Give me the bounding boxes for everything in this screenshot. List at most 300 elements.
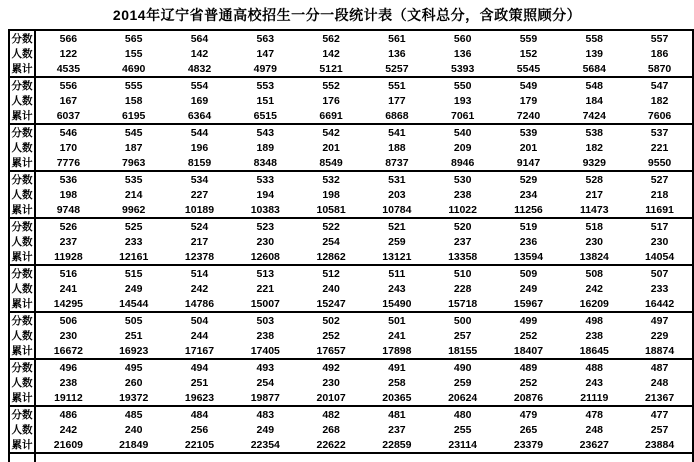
scores-cell: 520 [430, 218, 496, 234]
counts-cell: 241 [388, 329, 406, 342]
empty-cell [364, 453, 430, 462]
scores-cell: 557 [627, 30, 693, 46]
cumulative-cell: 5545 [516, 62, 541, 75]
cumulative-cell: 9748 [56, 203, 81, 216]
scores-cell: 541 [364, 124, 430, 140]
cumulative-cell: 10189 [184, 203, 215, 216]
scores-cell: 500 [430, 312, 496, 328]
counts-cell: 182 [650, 94, 669, 107]
scores-cell: 552 [298, 77, 364, 93]
counts-cell: 238 [59, 376, 78, 389]
scores-cell: 483 [232, 406, 298, 422]
counts-cell: 136 [453, 47, 472, 60]
cumulative-cell: 21849 [119, 438, 149, 451]
cumulative-cell: 18874 [644, 344, 675, 357]
cumulative-cell: 8946 [451, 156, 475, 169]
scores-cell: 499 [496, 312, 562, 328]
scores-cell: 566 [35, 30, 101, 46]
row-label-partial [9, 453, 35, 462]
cumulative-cell: 19877 [250, 391, 280, 404]
counts-cell: 179 [519, 94, 538, 107]
scores-cell: 495 [101, 359, 167, 375]
cumulative-cell: 17657 [316, 344, 346, 357]
cumulative-cell: 19112 [54, 391, 83, 404]
row-label-counts: 人数 [9, 46, 35, 61]
cumulative-cell: 21119 [580, 391, 609, 404]
cumulative-cell: 23114 [448, 438, 477, 451]
row-label-counts: 人数 [9, 422, 35, 437]
cumulative-cell: 12608 [250, 250, 280, 263]
cumulative-cell: 16442 [644, 297, 675, 310]
counts-cell: 170 [59, 141, 78, 154]
counts-cell: 201 [519, 141, 538, 154]
table-row-scores [9, 406, 693, 422]
scores-cell: 564 [167, 30, 233, 46]
counts-cell: 196 [190, 141, 209, 154]
counts-cell: 242 [585, 282, 604, 295]
counts-cell: 257 [453, 329, 472, 342]
cumulative-cell: 13594 [513, 250, 544, 263]
empty-cell [167, 453, 233, 462]
table-row-scores [9, 312, 693, 328]
cumulative-cell: 4979 [253, 62, 277, 75]
counts-cell: 194 [256, 188, 275, 201]
row-label-cumulative: 累计 [9, 390, 35, 406]
counts-cell: 259 [453, 376, 472, 389]
row-label-scores: 分数 [9, 171, 35, 187]
counts-cell: 169 [190, 94, 209, 107]
row-label-counts: 人数 [9, 328, 35, 343]
cumulative-cell: 11022 [448, 203, 477, 216]
cumulative-cell: 20107 [316, 391, 346, 404]
counts-cell: 252 [519, 376, 538, 389]
scores-cell: 501 [364, 312, 430, 328]
table-row-scores [9, 265, 693, 281]
row-label-cumulative: 累计 [9, 61, 35, 77]
table-row-cumulative [9, 296, 693, 312]
cumulative-cell: 10784 [382, 203, 412, 216]
cumulative-cell: 17167 [184, 344, 215, 357]
scores-cell: 542 [298, 124, 364, 140]
cumulative-cell: 20624 [448, 391, 478, 404]
empty-cell [561, 453, 627, 462]
counts-cell: 259 [388, 235, 406, 248]
cumulative-cell: 14295 [53, 297, 83, 310]
row-label-cumulative: 累计 [9, 437, 35, 453]
scores-cell: 531 [364, 171, 430, 187]
counts-cell: 252 [519, 329, 538, 342]
scores-cell: 538 [561, 124, 627, 140]
scores-cell: 525 [101, 218, 167, 234]
cumulative-cell: 15007 [250, 297, 280, 310]
scores-cell: 481 [364, 406, 430, 422]
counts-cell: 217 [190, 235, 209, 248]
table-body [9, 30, 693, 462]
counts-cell: 265 [519, 423, 538, 436]
empty-cell [101, 453, 167, 462]
counts-cell: 257 [650, 423, 669, 436]
scores-cell: 486 [35, 406, 101, 422]
counts-cell: 122 [59, 47, 78, 60]
cumulative-cell: 18155 [448, 344, 478, 357]
cumulative-cell: 6037 [56, 109, 81, 122]
counts-cell: 256 [190, 423, 209, 436]
scores-cell: 478 [561, 406, 627, 422]
cumulative-cell: 15490 [382, 297, 412, 310]
counts-cell: 158 [124, 94, 143, 107]
empty-cell [35, 453, 101, 462]
cumulative-cell: 7424 [582, 109, 606, 122]
row-label-counts: 人数 [9, 93, 35, 108]
table-row-counts [9, 281, 693, 296]
row-label-scores: 分数 [9, 406, 35, 422]
cumulative-cell: 4690 [122, 62, 146, 75]
score-distribution-table [8, 29, 694, 462]
counts-cell: 236 [519, 235, 538, 248]
cumulative-cell: 18645 [579, 344, 609, 357]
scores-cell: 489 [496, 359, 562, 375]
cumulative-cell: 7776 [56, 156, 81, 169]
scores-cell: 537 [627, 124, 693, 140]
table-row-cumulative [9, 108, 693, 124]
counts-cell: 237 [453, 235, 472, 248]
scores-cell: 502 [298, 312, 364, 328]
cumulative-cell: 9329 [582, 156, 606, 169]
table-row-scores [9, 77, 693, 93]
scores-cell: 491 [364, 359, 430, 375]
counts-cell: 214 [124, 188, 143, 201]
table-row-scores [9, 359, 693, 375]
counts-cell: 248 [585, 423, 604, 436]
row-label-scores: 分数 [9, 312, 35, 328]
cumulative-cell: 11928 [54, 250, 83, 263]
counts-cell: 242 [190, 282, 209, 295]
scores-cell: 480 [430, 406, 496, 422]
scores-cell: 556 [35, 77, 101, 93]
table-row-cumulative [9, 202, 693, 218]
cumulative-cell: 8549 [319, 156, 343, 169]
cumulative-cell: 19372 [119, 391, 149, 404]
cumulative-cell: 6691 [319, 109, 343, 122]
cumulative-cell: 17405 [250, 344, 280, 357]
cumulative-cell: 7963 [122, 156, 146, 169]
scores-cell: 526 [35, 218, 101, 234]
row-label-cumulative: 累计 [9, 249, 35, 265]
cumulative-cell: 8348 [253, 156, 277, 169]
counts-cell: 218 [650, 188, 669, 201]
cumulative-cell: 5121 [319, 62, 343, 75]
cumulative-cell: 7606 [647, 109, 672, 122]
scores-cell: 523 [232, 218, 298, 234]
scores-cell: 477 [627, 406, 693, 422]
cumulative-cell: 13824 [579, 250, 609, 263]
cumulative-cell: 16672 [53, 344, 83, 357]
scores-cell: 484 [167, 406, 233, 422]
scores-cell: 551 [364, 77, 430, 93]
table-row-scores [9, 218, 693, 234]
scores-cell: 544 [167, 124, 233, 140]
table-row-cumulative [9, 343, 693, 359]
counts-cell: 221 [650, 141, 669, 154]
scores-cell: 496 [35, 359, 101, 375]
cumulative-cell: 22859 [382, 438, 412, 451]
cumulative-cell: 9147 [516, 156, 541, 169]
counts-cell: 230 [650, 235, 669, 248]
cumulative-cell: 23627 [579, 438, 609, 451]
cumulative-cell: 6364 [187, 109, 212, 122]
cumulative-cell: 22354 [250, 438, 280, 451]
cumulative-cell: 7240 [516, 109, 541, 122]
scores-cell: 519 [496, 218, 562, 234]
counts-cell: 184 [585, 94, 604, 107]
empty-cell [430, 453, 496, 462]
cumulative-cell: 17898 [382, 344, 412, 357]
row-label-counts: 人数 [9, 140, 35, 155]
scores-cell: 533 [232, 171, 298, 187]
scores-cell: 565 [101, 30, 167, 46]
table-row-cumulative [9, 249, 693, 265]
empty-cell [496, 453, 562, 462]
counts-cell: 242 [59, 423, 78, 436]
scores-cell: 503 [232, 312, 298, 328]
cumulative-cell: 22105 [184, 438, 215, 451]
counts-cell: 240 [124, 423, 143, 436]
scores-cell: 554 [167, 77, 233, 93]
scores-cell: 563 [232, 30, 298, 46]
scores-cell: 548 [561, 77, 627, 93]
row-label-scores: 分数 [9, 30, 35, 46]
counts-cell: 152 [519, 47, 538, 60]
table-row-cumulative [9, 437, 693, 453]
cumulative-cell: 5870 [647, 62, 672, 75]
scores-cell: 488 [561, 359, 627, 375]
counts-cell: 248 [650, 376, 669, 389]
empty-cell [627, 453, 693, 462]
counts-cell: 167 [59, 94, 78, 107]
counts-cell: 147 [256, 47, 275, 60]
scores-cell: 505 [101, 312, 167, 328]
row-label-counts: 人数 [9, 187, 35, 202]
counts-cell: 249 [519, 282, 538, 295]
counts-cell: 243 [388, 282, 406, 295]
counts-cell: 221 [256, 282, 275, 295]
cumulative-cell: 23884 [644, 438, 675, 451]
scores-cell: 524 [167, 218, 233, 234]
table-row-counts [9, 375, 693, 390]
counts-cell: 252 [322, 329, 340, 342]
counts-cell: 189 [256, 141, 275, 154]
counts-cell: 209 [453, 141, 472, 154]
scores-cell: 545 [101, 124, 167, 140]
cumulative-cell: 14544 [119, 297, 149, 310]
counts-cell: 230 [59, 329, 78, 342]
cumulative-cell: 22622 [316, 438, 346, 451]
scores-cell: 504 [167, 312, 233, 328]
cumulative-cell: 20876 [513, 391, 544, 404]
counts-cell: 237 [59, 235, 78, 248]
row-label-counts: 人数 [9, 281, 35, 296]
counts-cell: 243 [585, 376, 604, 389]
cumulative-cell: 19623 [184, 391, 215, 404]
scores-cell: 560 [430, 30, 496, 46]
counts-cell: 177 [388, 94, 406, 107]
scores-cell: 522 [298, 218, 364, 234]
scores-cell: 559 [496, 30, 562, 46]
counts-cell: 155 [124, 47, 143, 60]
scores-cell: 494 [167, 359, 233, 375]
table-row-cumulative [9, 390, 693, 406]
counts-cell: 198 [59, 188, 78, 201]
empty-cell [298, 453, 364, 462]
counts-cell: 193 [453, 94, 472, 107]
row-label-cumulative: 累计 [9, 202, 35, 218]
scores-cell: 515 [101, 265, 167, 281]
cumulative-cell: 5684 [582, 62, 606, 75]
table-row-counts [9, 422, 693, 437]
cumulative-cell: 12862 [316, 250, 346, 263]
cumulative-cell: 21609 [53, 438, 83, 451]
scores-cell: 540 [430, 124, 496, 140]
scores-cell: 535 [101, 171, 167, 187]
counts-cell: 254 [256, 376, 275, 389]
scores-cell: 562 [298, 30, 364, 46]
row-label-scores: 分数 [9, 77, 35, 93]
scores-cell: 558 [561, 30, 627, 46]
cumulative-cell: 11256 [514, 203, 543, 216]
cumulative-cell: 9962 [122, 203, 146, 216]
scores-cell: 534 [167, 171, 233, 187]
row-label-scores: 分数 [9, 218, 35, 234]
counts-cell: 203 [388, 188, 406, 201]
scores-cell: 550 [430, 77, 496, 93]
table-row-counts [9, 234, 693, 249]
scores-cell: 507 [627, 265, 693, 281]
counts-cell: 254 [322, 235, 340, 248]
scores-cell: 514 [167, 265, 233, 281]
cumulative-cell: 9550 [647, 156, 672, 169]
cumulative-cell: 12161 [119, 250, 149, 263]
counts-cell: 255 [453, 423, 472, 436]
cumulative-cell: 13121 [382, 250, 412, 263]
scores-cell: 513 [232, 265, 298, 281]
counts-cell: 139 [585, 47, 604, 60]
cumulative-cell: 14054 [644, 250, 675, 263]
cumulative-cell: 10383 [250, 203, 280, 216]
scores-cell: 518 [561, 218, 627, 234]
scores-cell: 485 [101, 406, 167, 422]
counts-cell: 186 [650, 47, 669, 60]
cumulative-cell: 5393 [451, 62, 475, 75]
row-label-scores: 分数 [9, 124, 35, 140]
scores-cell: 490 [430, 359, 496, 375]
cumulative-cell: 7061 [451, 109, 475, 122]
scores-cell: 482 [298, 406, 364, 422]
counts-cell: 142 [190, 47, 209, 60]
scores-cell: 529 [496, 171, 562, 187]
scores-cell: 539 [496, 124, 562, 140]
counts-cell: 230 [322, 376, 340, 389]
scores-cell: 532 [298, 171, 364, 187]
counts-cell: 176 [322, 94, 340, 107]
scores-cell: 549 [496, 77, 562, 93]
counts-cell: 228 [453, 282, 472, 295]
cumulative-cell: 5257 [385, 62, 409, 75]
table-row-scores [9, 30, 693, 46]
table-row-cumulative [9, 61, 693, 77]
cumulative-cell: 16209 [579, 297, 609, 310]
scores-cell: 527 [627, 171, 693, 187]
cumulative-cell: 4832 [187, 62, 212, 75]
scores-cell: 543 [232, 124, 298, 140]
counts-cell: 233 [124, 235, 143, 248]
counts-cell: 151 [256, 94, 275, 107]
counts-cell: 251 [124, 329, 143, 342]
scores-cell: 497 [627, 312, 693, 328]
table-row-scores [9, 171, 693, 187]
scores-cell: 517 [627, 218, 693, 234]
scores-cell: 555 [101, 77, 167, 93]
counts-cell: 244 [190, 329, 209, 342]
scores-cell: 479 [496, 406, 562, 422]
scores-cell: 561 [364, 30, 430, 46]
empty-cell [232, 453, 298, 462]
cumulative-cell: 15247 [316, 297, 346, 310]
table-row-counts [9, 187, 693, 202]
cumulative-cell: 6868 [385, 109, 409, 122]
cumulative-cell: 18407 [513, 344, 544, 357]
scores-cell: 528 [561, 171, 627, 187]
counts-cell: 182 [585, 141, 604, 154]
counts-cell: 241 [59, 282, 78, 295]
cumulative-cell: 11691 [645, 203, 674, 216]
row-label-cumulative: 累计 [9, 343, 35, 359]
row-label-scores: 分数 [9, 265, 35, 281]
scores-cell: 498 [561, 312, 627, 328]
scores-cell: 506 [35, 312, 101, 328]
table-row-counts [9, 46, 693, 61]
counts-cell: 258 [388, 376, 406, 389]
counts-cell: 229 [650, 329, 669, 342]
counts-cell: 187 [124, 141, 143, 154]
scores-cell: 493 [232, 359, 298, 375]
row-label-cumulative: 累计 [9, 108, 35, 124]
scores-cell: 521 [364, 218, 430, 234]
counts-cell: 233 [650, 282, 669, 295]
cumulative-cell: 12378 [184, 250, 215, 263]
cumulative-cell: 15967 [513, 297, 544, 310]
counts-cell: 201 [322, 141, 340, 154]
counts-cell: 249 [124, 282, 143, 295]
page-title: 2014年辽宁省普通高校招生一分一段统计表（文科总分，含政策照顾分） [112, 7, 582, 23]
table-row-counts [9, 140, 693, 155]
counts-cell: 268 [322, 423, 340, 436]
counts-cell: 237 [388, 423, 406, 436]
table-row-cumulative [9, 155, 693, 171]
scores-cell: 511 [364, 265, 430, 281]
cumulative-cell: 20365 [382, 391, 412, 404]
counts-cell: 230 [585, 235, 604, 248]
scores-cell: 547 [627, 77, 693, 93]
table-row-counts [9, 328, 693, 343]
cumulative-cell: 11473 [579, 203, 609, 216]
table-row-counts [9, 93, 693, 108]
scores-cell: 509 [496, 265, 562, 281]
counts-cell: 240 [322, 282, 340, 295]
scores-cell: 516 [35, 265, 101, 281]
scores-cell: 530 [430, 171, 496, 187]
counts-cell: 230 [256, 235, 275, 248]
table-row-partial [9, 453, 693, 462]
